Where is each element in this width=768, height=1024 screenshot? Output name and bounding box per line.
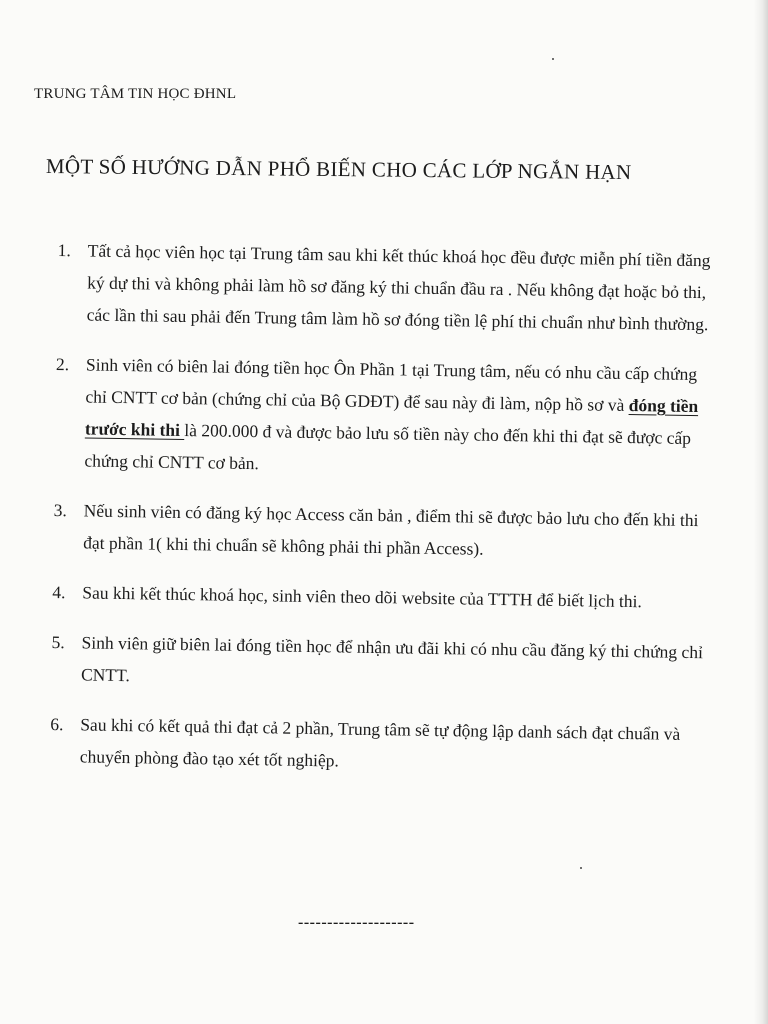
item-number: 1. <box>57 239 72 261</box>
list-item <box>50 708 711 782</box>
end-divider: -------------------- <box>298 914 415 931</box>
list-item <box>53 494 714 568</box>
document-title: MỘT SỐ HƯỚNG DẪN PHỔ BIẾN CHO CÁC LỚP NGẮN HẠN <box>45 154 632 185</box>
item-number: 3. <box>53 499 67 521</box>
item-text: Tất cả học viên học tại Trung tâm sau khi kết thúc khoá học đều được miễn phí tiền đăng ký dự thi và không phải làm hồ sơ đăng ký thi chuẩn đầu ra . Nếu không đạt hoặc bỏ thi, các lần thi sau phải đến Trung tâm làm hồ sơ đóng tiền lệ phí thi chuẩn như bình thường. <box>86 240 711 335</box>
list-item <box>51 626 712 700</box>
item-text <box>84 348 716 486</box>
item-text: Sau khi có kết quả thi đạt cả 2 phần, Trung tâm sẽ tự động lập danh sách đạt chuẩn và chuyển phòng đào tạo xét tốt nghiệp. <box>79 714 681 771</box>
organization-header: TRUNG TÂM TIN HỌC ĐHNL <box>34 86 237 102</box>
payment-emphasis: đóng tiền trước khi thi <box>84 394 699 441</box>
item-text-before: Sinh viên có biên lai đóng tiền học Ôn Phần 1 tại Trung tâm, nếu có nhu cầu cấp chứng chỉ CNTT cơ bản (chứng chỉ của Bộ GDĐT) để sau này đi làm, nộp hồ sơ và <box>85 354 698 415</box>
guideline-list <box>49 234 718 800</box>
item-number: 2. <box>55 353 70 375</box>
item-number: 6. <box>50 713 64 735</box>
item-text: Sinh viên giữ biên lai đóng tiền học để nhận ưu đãi khi có nhu cầu đăng ký thi chứng chỉ CNTT. <box>80 632 704 686</box>
item-text-after: là 200.000 đ và được bảo lưu số tiền này cho đến khi thi đạt sẽ được cấp chứng chỉ CNTT cơ bản. <box>84 420 692 474</box>
scan-speck <box>580 867 582 869</box>
item-number: 4. <box>52 581 66 603</box>
item-number: 5. <box>51 631 65 653</box>
list-item <box>52 576 712 618</box>
list-item <box>56 234 717 340</box>
list-item <box>54 348 716 486</box>
item-text: Nếu sinh viên có đăng ký học Access căn bản , điểm thi sẽ được bảo lưu cho đến khi thi đạt phần 1( khi thi chuẩn sẽ không phải thi phần Access). <box>83 500 699 559</box>
scan-edge <box>754 0 768 1024</box>
scan-speck <box>552 58 554 60</box>
item-text: Sau khi kết thúc khoá học, sinh viên theo dõi website của TTTH để biết lịch thi. <box>82 582 643 612</box>
